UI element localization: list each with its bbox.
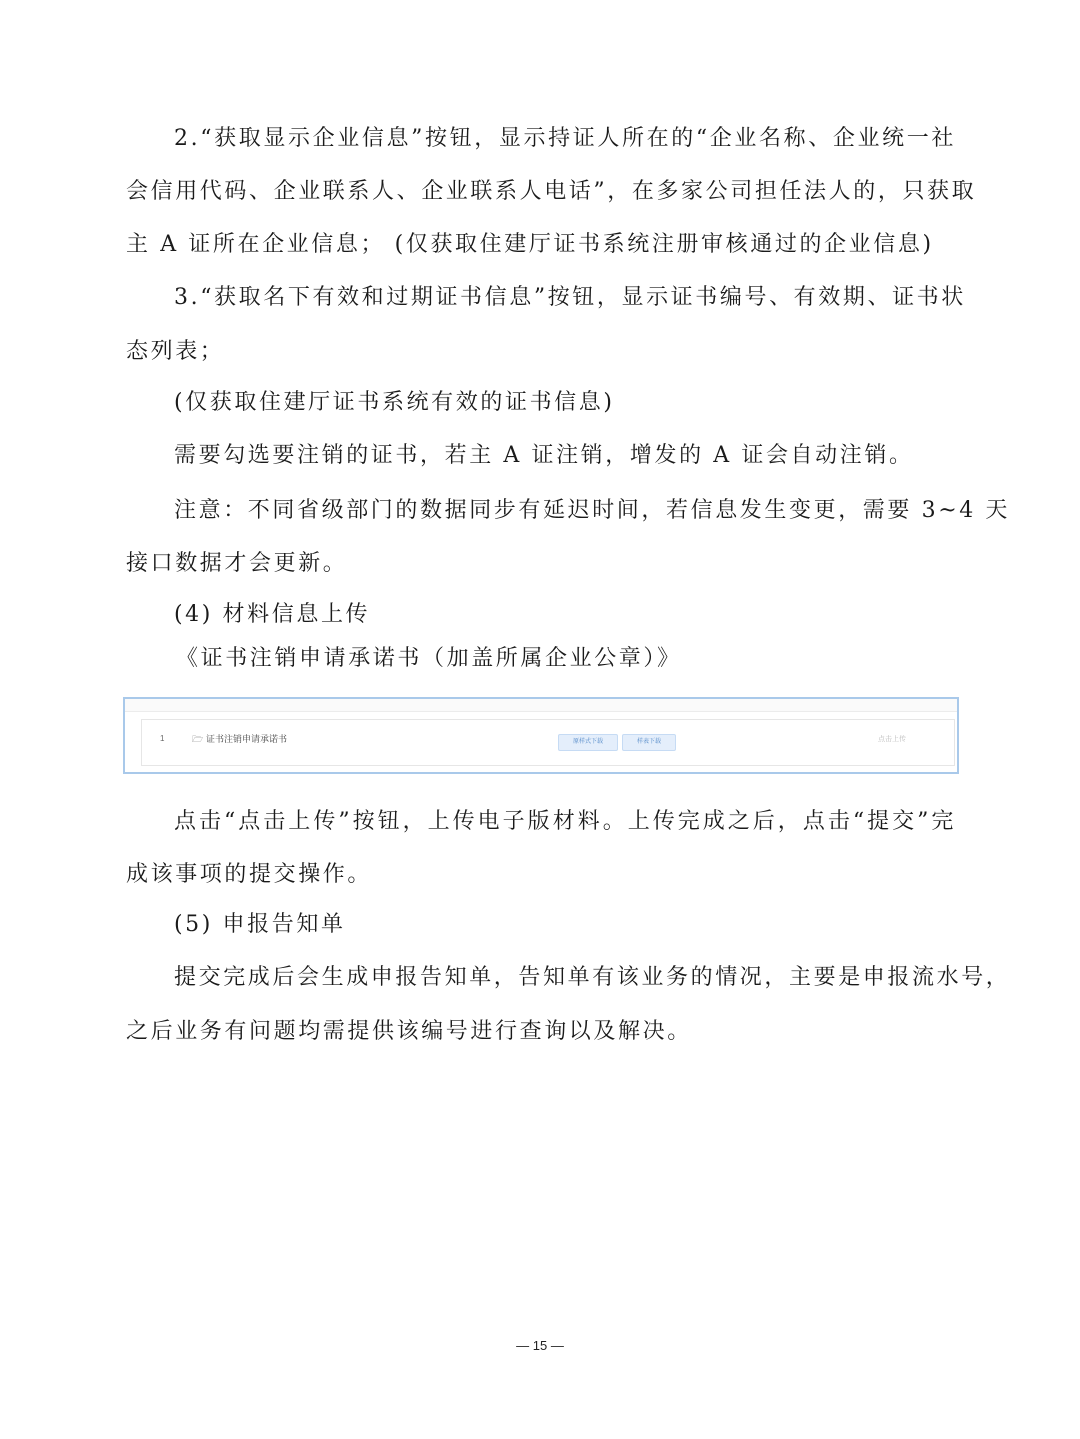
paragraph-7-line-1: 提交完成后会生成申报告知单，告知单有该业务的情况，主要是申报流水号，	[174, 965, 1011, 990]
original-download-button: 原样式下载	[558, 734, 618, 751]
section-heading-5: (5) 申报告知单	[174, 912, 346, 937]
paragraph-3-note: (仅获取住建厅证书系统有效的证书信息)	[174, 390, 615, 415]
paragraph-6-line-1: 点击“点击上传”按钮，上传电子版材料。上传完成之后，点击“提交”完	[174, 809, 956, 834]
row-number: 1	[160, 734, 165, 743]
document-title: 《证书注销申请承诺书（加盖所属企业公章）》	[176, 646, 682, 671]
folder-icon: 🗁	[192, 734, 204, 744]
paragraph-2-line-2: 会信用代码、企业联系人、企业联系人电话”，在多家公司担任法人的，只获取	[126, 179, 977, 204]
paragraph-4: 需要勾选要注销的证书，若主 A 证注销，增发的 A 证会自动注销。	[174, 443, 914, 468]
paragraph-2-line-1: 2.“获取显示企业信息”按钮，显示持证人所在的“企业名称、企业统一社	[174, 126, 956, 151]
file-name: 证书注销申请承诺书	[206, 734, 288, 744]
section-heading-4: (4) 材料信息上传	[174, 602, 371, 627]
paragraph-3-line-1: 3.“获取名下有效和过期证书信息”按钮，显示证书编号、有效期、证书状	[174, 285, 966, 310]
upload-row	[141, 719, 955, 766]
paragraph-5-line-2: 接口数据才会更新。	[126, 551, 348, 576]
paragraph-2-line-3: 主 A 证所在企业信息； (仅获取住建厅证书系统注册审核通过的企业信息)	[126, 232, 934, 257]
page-number: — 15 —	[516, 1338, 564, 1353]
paragraph-5-line-1: 注意：不同省级部门的数据同步有延迟时间，若信息发生变更，需要 3~4 天	[174, 498, 1011, 523]
screenshot-top-bar	[125, 699, 957, 712]
upload-status: 点击上传	[878, 736, 906, 743]
embedded-upload-screenshot	[123, 697, 959, 774]
sample-download-button: 样表下载	[622, 734, 676, 751]
paragraph-6-line-2: 成该事项的提交操作。	[126, 862, 373, 887]
paragraph-7-line-2: 之后业务有问题均需提供该编号进行查询以及解决。	[126, 1019, 692, 1044]
paragraph-3-line-2: 态列表；	[126, 339, 225, 364]
